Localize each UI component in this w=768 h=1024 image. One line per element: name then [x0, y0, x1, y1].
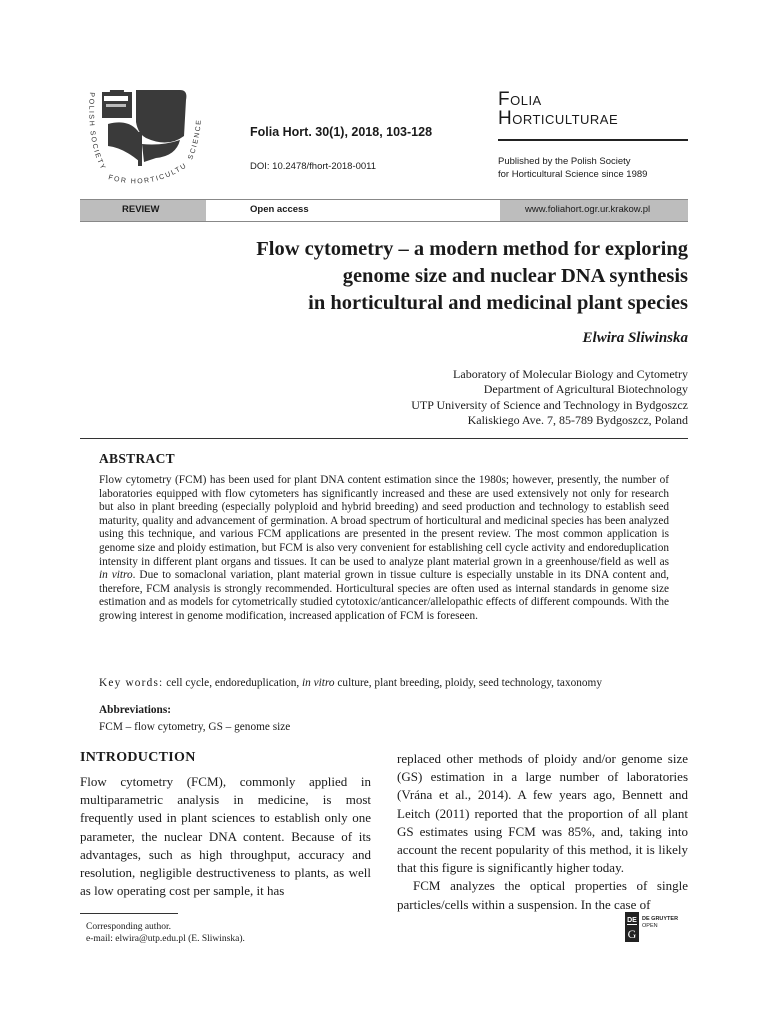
footnote-email: e-mail: elwira@utp.edu.pl (E. Sliwinska). — [86, 934, 245, 944]
keywords-part1: cell cycle, endoreduplication, — [163, 677, 303, 689]
journal-title-line2: Horticulturae — [498, 108, 619, 129]
society-logo — [80, 84, 212, 188]
header-divider — [80, 438, 688, 439]
publisher-line2: for Horticultural Science since 1989 — [498, 169, 648, 180]
author-name: Elwira Sliwinska — [582, 330, 688, 346]
affiliation-line: Laboratory of Molecular Biology and Cytometry — [453, 367, 688, 381]
abbreviations-text: FCM – flow cytometry, GS – genome size — [99, 721, 291, 733]
introduction-column-right — [397, 750, 688, 914]
abstract-text-part2: . Due to somaclonal variation, plant material grown in tissue culture is especially unstable in its DNA content and, therefore, FCM analysis is strongly recommended. Horticultural species are often used as internal standards in genome size estimation and as models for cytometrically studied cytotoxic/anticancer/allelopathic effects of different compounds. With the growing interest in genome modification, increased application of FCM is foreseen. — [99, 569, 669, 622]
intro-paragraph: replaced other methods of ploidy and/or genome size (GS) estimation in a large number of laboratories (Vrána et al., 2014). A few years ago, Bennett and Leitch (2011) reported that the proportion of all plant GS estimates using FCM was 85%, and, taking into account the recent popularity of this method, it is likely that this figure is significantly higher today. — [397, 751, 688, 876]
introduction-column-left: Flow cytometry (FCM), commonly applied in multiparametric analysis in medicine, is most frequently used in plant sciences to establish only one parameter, the nuclear DNA content. Because of its advantages, such as high throughput, accuracy and resolution, negligible destructiveness to plants, as well as low operating cost per sample, it has — [80, 774, 371, 899]
keywords — [99, 677, 679, 689]
keywords-part2: culture, plant breeding, ploidy, seed technology, taxonomy — [334, 677, 602, 689]
dg-letters-top: DE — [627, 917, 637, 924]
title-line2: genome size and nuclear DNA synthesis — [342, 265, 688, 287]
dg-name-line1: DE GRUYTER — [642, 916, 679, 922]
logo-ring-text-bottom: FOR HORTICULTU — [107, 162, 189, 186]
dg-letter-bottom: G — [627, 927, 637, 941]
affiliation-line: Department of Agricultural Biotechnology — [483, 382, 688, 397]
journal-title — [498, 90, 688, 128]
de-gruyter-logo — [625, 912, 687, 942]
abstract-text — [99, 474, 669, 624]
abstract-text-part1: Flow cytometry (FCM) has been used for plant DNA content estimation since the 1980s; however, presently, the number of laboratories equipped with flow cytometers has significantly increased and these are used extensively not only for research but also in plant breeding (especially polyploid and hybrid breeding) and seed production and technology to establish seed maturity, quality and advancement of germination. A broad spectrum of horticultural and medicinal species has been analyzed using this technique, and various FCM applications are presented in the present review. The most common application is genome size and ploidy estimation, but FCM is also very convenient for establishing cell cycle activity and endoreduplication intensity in different plant organs and tissues. It can be used to analyze plant material grown in a greenhouse/field as well as — [99, 474, 669, 568]
bar-top-border — [80, 199, 688, 200]
introduction-heading: INTRODUCTION — [80, 750, 196, 765]
title-line1: Flow cytometry – a modern method for exploring — [256, 238, 688, 260]
citation: Folia Hort. 30(1), 2018, 103-128 — [250, 125, 433, 139]
affiliation-line: Kaliskiego Ave. 7, 85-789 Bydgoszcz, Poland — [467, 412, 688, 427]
publisher-note — [498, 155, 698, 181]
keywords-label: Key words: — [99, 677, 164, 689]
title-line3: in horticultural and medicinal plant species — [308, 292, 688, 314]
doi: DOI: 10.2478/fhort-2018-0011 — [250, 161, 377, 172]
dg-name-line2: OPEN — [642, 923, 658, 929]
bar-bottom-border — [80, 221, 688, 222]
intro-paragraph: FCM analyzes the optical properties of single particles/cells within a suspension. In the case of — [397, 878, 688, 912]
abstract-text-italic: in vitro — [99, 569, 133, 582]
journal-title-line1: Folia — [498, 89, 542, 110]
keywords-italic: in vitro — [302, 677, 335, 689]
logo-ring-text-right: SCIENCE — [187, 118, 203, 161]
abbreviations-heading: Abbreviations: — [99, 704, 171, 716]
footnote-rule — [80, 913, 178, 914]
article-info-bar — [80, 199, 688, 222]
journal-url-link[interactable]: www.foliahort.ogr.ur.krakow.pl — [525, 204, 651, 215]
article-title — [150, 236, 688, 317]
affiliation-line: UTP University of Science and Technology in Bydgoszcz — [411, 397, 688, 412]
footnote-corresponding: Corresponding author. — [86, 922, 171, 932]
article-type: REVIEW — [122, 204, 160, 215]
publisher-line1: Published by the Polish Society — [498, 156, 631, 167]
logo-ring-text-left: POLISH SOCIETY — [87, 92, 107, 172]
abstract-heading: ABSTRACT — [99, 451, 175, 466]
open-access-label: Open access — [250, 204, 309, 215]
affiliation — [300, 367, 688, 428]
journal-title-rule — [498, 139, 688, 141]
